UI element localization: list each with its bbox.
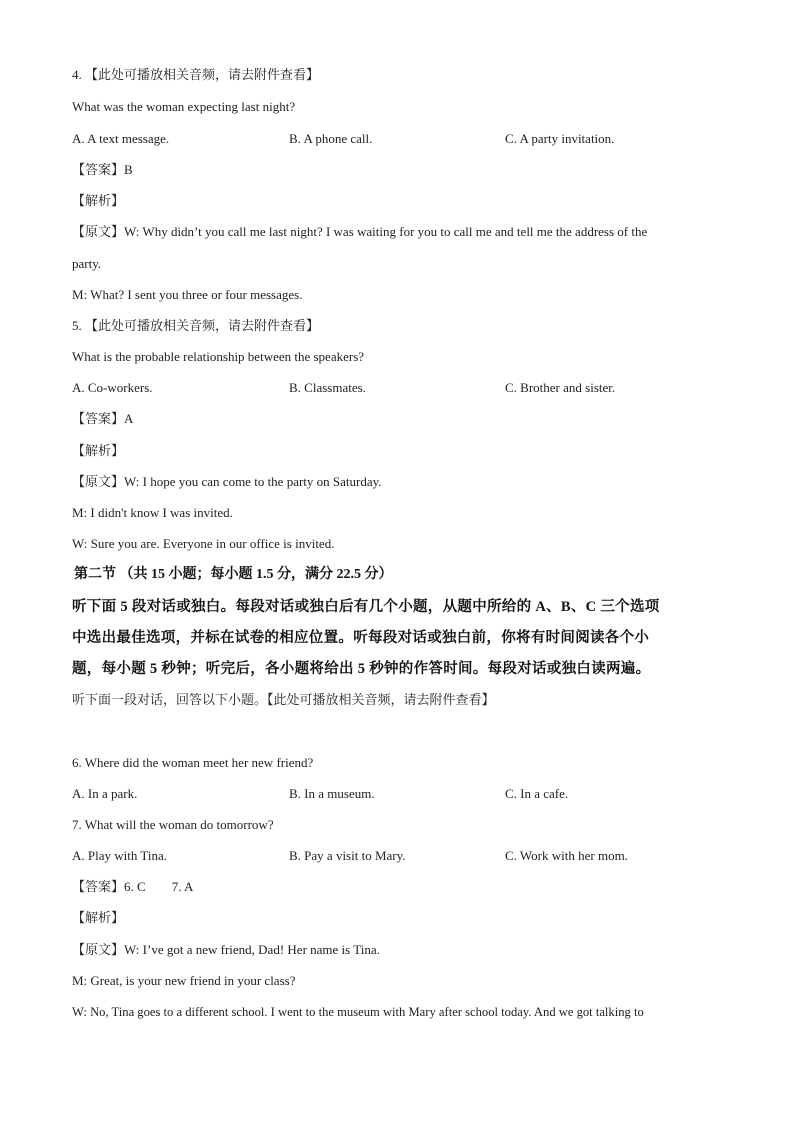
q4-answer [72,161,133,179]
q4-transcript-line3: M: What? I sent you three or four messages. [72,287,303,302]
q5-option-a: A. Co-workers. [72,380,153,395]
q4-transcript-line1: W: Why didn’t you call me last night? I was waiting for you to call me and tell me the address of the [124,224,648,239]
q4-number: 4. [72,67,82,82]
q67-transcript-line1: W: I’ve got a new friend, Dad! Her name is Tina. [124,942,380,957]
q5-transcript-line2: M: I didn't know I was invited. [72,505,233,520]
section2-listen-note[interactable]: 听下面一段对话，回答以下小题。【此处可播放相关音频，请去附件查看】 [72,692,495,707]
q5-option-b: B. Classmates. [289,380,366,395]
q6-option-a: A. In a park. [72,786,138,801]
q5-audio-note[interactable]: 【此处可播放相关音频，请去附件查看】 [85,318,320,333]
q7-answer-value: 7. A [171,879,194,894]
q4-audio-note[interactable]: 【此处可播放相关音频，请去附件查看】 [85,67,320,82]
q6-option-b: B. In a museum. [289,786,375,801]
q5-transcript [72,473,382,491]
q4-answer-tag: 【答案】 [72,162,125,177]
section2-heading: 第二节 （共 15 小题；每小题 1.5 分，满分 22.5 分） [74,567,393,582]
q6-option-c: C. In a cafe. [505,786,569,801]
q5-option-c: C. Brother and sister. [505,380,616,395]
q5-number: 5. [72,318,82,333]
q4-option-b: B. A phone call. [289,131,373,146]
q4-transcript-tag: 【原文】 [72,224,125,239]
q4-answer-value: B [124,162,133,177]
q4-analysis-tag: 【解析】 [72,193,125,208]
q5-transcript-tag: 【原文】 [72,474,125,489]
q4-header [72,66,319,84]
q4-option-a: A. A text message. [72,131,170,146]
section2-instructions-line3: 题，每小题 5 秒钟；听完后，各小题将给出 5 秒钟的作答时间。每段对话或独白读两遍。 [72,661,651,677]
q7-option-c: C. Work with her mom. [505,848,628,863]
q67-transcript-tag: 【原文】 [72,942,125,957]
q7-option-a: A. Play with Tina. [72,848,167,863]
q4-option-c: C. A party invitation. [505,131,615,146]
q67-transcript-line3: W: No, Tina goes to a different school. I went to the museum with Mary after school today. And we got talking to [72,1005,644,1019]
q5-transcript-line3: W: Sure you are. Everyone in our office is invited. [72,536,335,551]
q5-question: What is the probable relationship between the speakers? [72,349,365,364]
q5-header [72,317,319,335]
q67-analysis-tag: 【解析】 [72,910,125,925]
q7-option-b: B. Pay a visit to Mary. [289,848,406,863]
q5-transcript-line1: W: I hope you can come to the party on Saturday. [124,474,382,489]
q67-answer [72,878,193,896]
section2-instructions-line1: 听下面 5 段对话或独白。每段对话或独白后有几个小题，从题中所给的 A、B、C 三个选项 [72,599,660,615]
q67-answer-tag: 【答案】 [72,879,125,894]
q4-transcript [72,223,647,241]
q5-answer-tag: 【答案】 [72,411,125,426]
q5-answer [72,410,133,428]
section2-instructions-line2: 中选出最佳选项，并标在试卷的相应位置。听每段对话或独白前，你将有时间阅读各个小 [72,630,650,646]
q5-analysis-tag: 【解析】 [72,443,125,458]
q4-question: What was the woman expecting last night? [72,99,296,114]
q4-transcript-line2: party. [72,256,102,271]
q6-question: 6. Where did the woman meet her new friend? [72,755,314,770]
q67-transcript [72,941,380,959]
q7-question: 7. What will the woman do tomorrow? [72,817,274,832]
q5-answer-value: A [124,411,134,426]
q67-transcript-line2: M: Great, is your new friend in your class? [72,973,296,988]
q6-answer-value: 6. C [124,879,146,894]
